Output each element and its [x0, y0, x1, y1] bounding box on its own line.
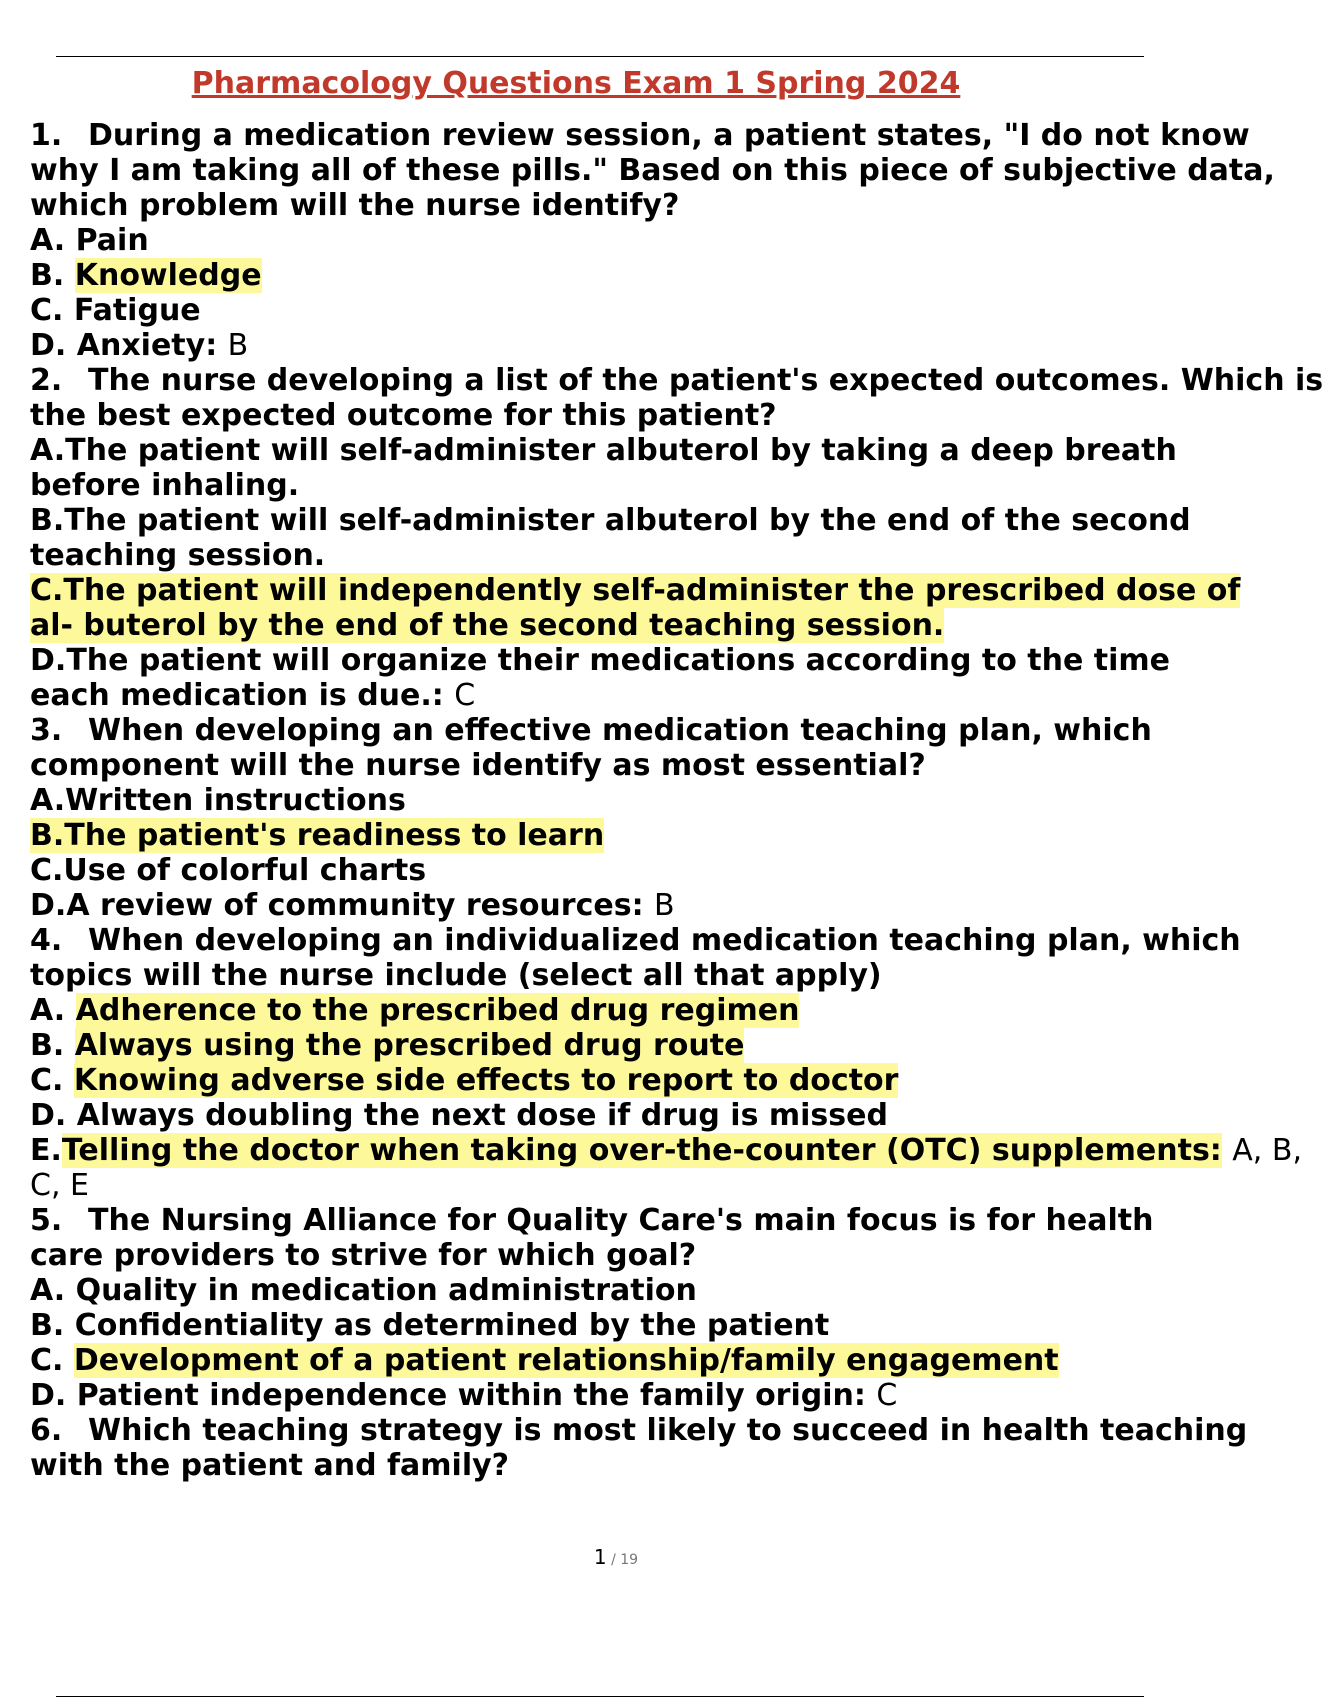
- question-text: Which teaching strategy is most likely to succeed in health teaching: [88, 1413, 1248, 1448]
- question-5: [30, 1203, 1200, 1413]
- option-a: A. Adherence to the prescribed drug regimen: [30, 993, 800, 1028]
- question-3: [30, 713, 1200, 923]
- page-indicator: [0, 1545, 1232, 1569]
- question-text: component will the nurse identify as most essential?: [30, 748, 926, 783]
- question-1: [30, 118, 1275, 363]
- option-c: C. Fatigue: [30, 293, 201, 328]
- current-page: 1: [593, 1545, 607, 1569]
- question-text: topics will the nurse include (select all that apply): [30, 958, 882, 993]
- total-pages: 19: [620, 1552, 639, 1568]
- answer-key: B: [227, 328, 249, 363]
- question-2: [30, 363, 1323, 713]
- option-d: D. Anxiety: B: [30, 328, 249, 363]
- option-b: B.The patient's readiness to learn: [30, 818, 605, 853]
- option-c: C.The patient will independently self-administer the prescribed dose of: [30, 573, 1241, 608]
- option-d: D.A review of community resources: B: [30, 888, 675, 923]
- question-text: The Nursing Alliance for Quality Care's main focus is for health: [88, 1203, 1154, 1238]
- question-text: When developing an individualized medication teaching plan, which: [88, 923, 1241, 958]
- highlighted-answer: Adherence to the prescribed drug regimen: [75, 993, 800, 1028]
- question-number: 3.: [30, 713, 63, 748]
- answer-key: C: [454, 678, 476, 713]
- option-a-cont: before inhaling.: [30, 468, 300, 503]
- question-text: which problem will the nurse identify?: [30, 188, 680, 223]
- option-a: A. Pain: [30, 223, 149, 258]
- highlighted-answer: al- buterol by the end of the second teaching session.: [30, 608, 945, 643]
- question-6: [30, 1413, 1248, 1483]
- option-b: B. Knowledge: [30, 258, 262, 293]
- highlighted-answer: The patient's readiness to learn: [64, 818, 605, 853]
- question-text: When developing an effective medication teaching plan, which: [88, 713, 1152, 748]
- question-text: why I am taking all of these pills." Based on this piece of subjective data,: [30, 153, 1275, 188]
- question-number: 4.: [30, 923, 63, 958]
- question-text: the best expected outcome for this patient?: [30, 398, 777, 433]
- option-a: A.The patient will self-administer albuterol by taking a deep breath: [30, 433, 1177, 468]
- question-list: [30, 118, 1323, 1483]
- question-number: 1.: [30, 118, 63, 153]
- question-number: 2.: [30, 363, 63, 398]
- bottom-rule: [56, 1696, 1144, 1697]
- option-e: E.Telling the doctor when taking over-the-counter (OTC) supplements: A, B,: [30, 1133, 1302, 1168]
- highlighted-answer: Development of a patient relationship/family engagement: [73, 1343, 1059, 1378]
- question-text: care providers to strive for which goal?: [30, 1238, 697, 1273]
- highlighted-answer: The patient will independently self-administer the prescribed dose of: [63, 573, 1241, 608]
- option-b-cont: teaching session.: [30, 538, 326, 573]
- option-d: D. Patient independence within the family origin: C: [30, 1378, 898, 1413]
- option-d: D.The patient will organize their medications according to the time: [30, 643, 1170, 678]
- question-4: [30, 923, 1302, 1203]
- highlighted-answer: Always using the prescribed drug route: [74, 1028, 745, 1063]
- question-number: 6.: [30, 1413, 63, 1448]
- highlighted-answer: Telling the doctor when taking over-the-counter (OTC) supplements:: [61, 1133, 1222, 1168]
- option-c: C. Knowing adverse side effects to report to doctor: [30, 1063, 899, 1098]
- answer-key: B: [654, 888, 675, 923]
- answer-key: A, B,: [1232, 1133, 1302, 1168]
- answer-key-cont: C, E: [30, 1168, 89, 1203]
- highlighted-answer: Knowing adverse side effects to report to doctor: [73, 1063, 899, 1098]
- option-b: B.The patient will self-administer albuterol by the end of the second: [30, 503, 1191, 538]
- option-c: C.Use of colorful charts: [30, 853, 427, 888]
- question-number: 5.: [30, 1203, 63, 1238]
- option-a: A. Quality in medication administration: [30, 1273, 697, 1308]
- page-title: Pharmacology Questions Exam 1 Spring 2024: [191, 66, 961, 101]
- option-b: B. Confidentiality as determined by the patient: [30, 1308, 830, 1343]
- option-c-cont: [30, 608, 1200, 643]
- page-separator: /: [606, 1552, 621, 1568]
- top-rule: [56, 56, 1144, 57]
- option-c: C. Development of a patient relationship/family engagement: [30, 1343, 1059, 1378]
- option-d-cont: each medication is due.: C: [30, 678, 476, 713]
- highlighted-answer: Knowledge: [74, 258, 262, 293]
- question-text: with the patient and family?: [30, 1448, 510, 1483]
- option-b: B. Always using the prescribed drug route: [30, 1028, 745, 1063]
- question-text: During a medication review session, a patient states, "I do not know: [88, 118, 1250, 153]
- option-d: D. Always doubling the next dose if drug is missed: [30, 1098, 888, 1133]
- question-text: The nurse developing a list of the patient's expected outcomes. Which is: [88, 363, 1323, 398]
- answer-key: C: [876, 1378, 898, 1413]
- option-a: A.Written instructions: [30, 783, 406, 818]
